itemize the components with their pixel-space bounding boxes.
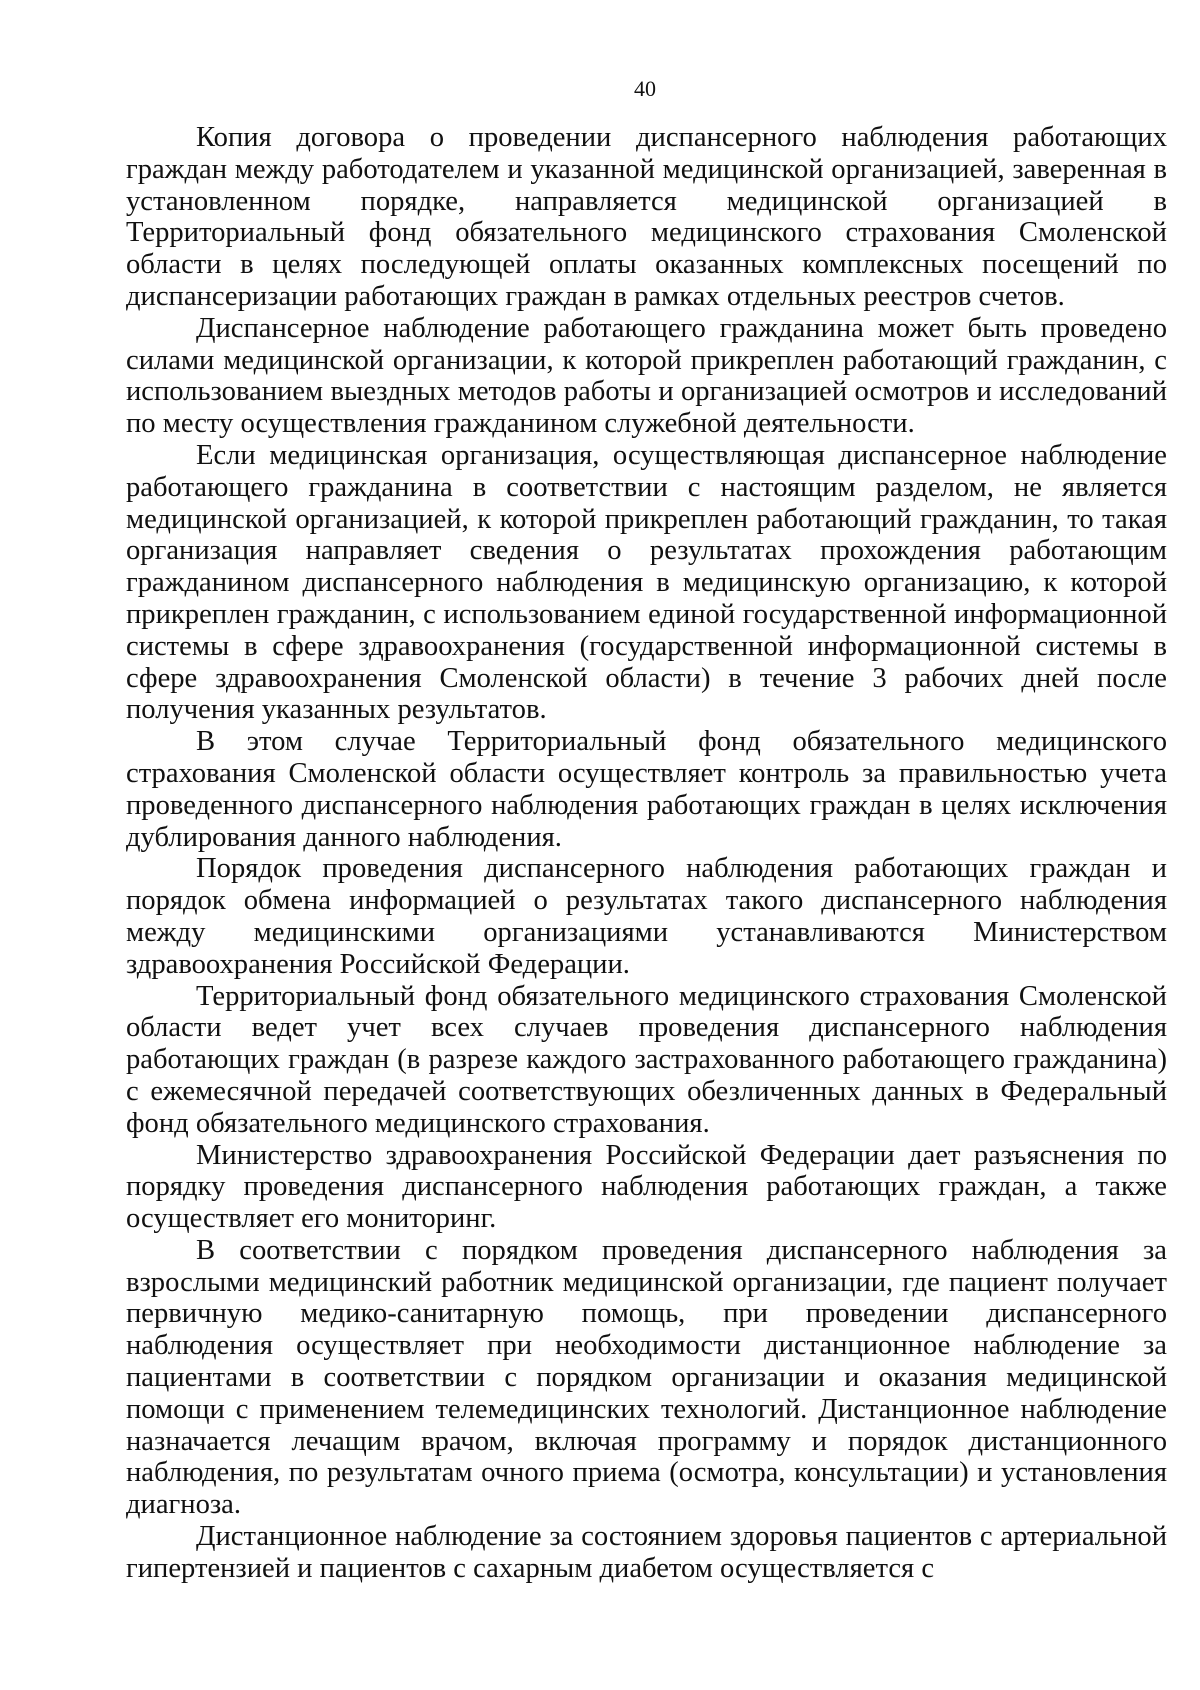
paragraph-onsite-observation: Диспансерное наблюдение работающего гражданина может быть проведено силами медицинской организации, к которой прикреплен работающий гражданин, с использованием выездных методов работы и организацией осмотров и исследований по месту осуществления гражданином служебной деятельности. (126, 312, 1167, 440)
paragraph-contract-copy: Копия договора о проведении диспансерного наблюдения работающих граждан между работодателем и указанной медицинской организацией, заверенная в установленном порядке, направляется медицинской организацией в Территориальный фонд обязательного медицинского страхования Смоленской области в целях последующей оплаты оказанных комплексных посещений по диспансеризации работающих граждан в рамках отдельных реестров счетов. (126, 122, 1167, 312)
page-number: 40 (634, 76, 656, 101)
paragraph-fund-accounting: Территориальный фонд обязательного медицинского страхования Смоленской области ведет учет всех случаев проведения диспансерного наблюдения работающих граждан (в разрезе каждого застрахованного работающего гражданина) с ежемесячной передачей соответствующих обезличенных данных в Федеральный фонд обязательного медицинского страхования. (126, 980, 1167, 1139)
paragraph-procedure-ministry: Порядок проведения диспансерного наблюдения работающих граждан и порядок обмена информацией о результатах такого диспансерного наблюдения между медицинскими организациями устанавливаются Министерством здравоохранения Российской Федерации. (126, 853, 1167, 980)
paragraph-remote-hypertension-diabetes: Дистанционное наблюдение за состоянием здоровья пациентов с артериальной гипертензией и пациентов с сахарным диабетом осуществляется с (126, 1521, 1167, 1584)
paragraph-fund-control: В этом случае Территориальный фонд обязательного медицинского страхования Смоленской области осуществляет контроль за правильностью учета проведенного диспансерного наблюдения работающих граждан в целях исключения дублирования данного наблюдения. (126, 726, 1167, 853)
paragraph-ministry-clarifications: Министерство здравоохранения Российской Федерации дает разъяснения по порядку проведения диспансерного наблюдения работающих граждан, а также осуществляет его мониторинг. (126, 1139, 1167, 1235)
document-body (126, 122, 1167, 1585)
paragraph-remote-observation: В соответствии с порядком проведения диспансерного наблюдения за взрослыми медицинский работник медицинской организации, где пациент получает первичную медико-санитарную помощь, при проведении диспансерного наблюдения осуществляет при необходимости дистанционное наблюдение за пациентами в соответствии с порядком организации и оказания медицинской помощи с применением телемедицинских технологий. Дистанционное наблюдение назначается лечащим врачом, включая программу и порядок дистанционного наблюдения, по результатам очного приема (осмотра, консультации) и установления диагноза. (126, 1234, 1167, 1521)
paragraph-results-transfer: Если медицинская организация, осуществляющая диспансерное наблюдение работающего гражданина в соответствии с настоящим разделом, не является медицинской организацией, к которой прикреплен работающий гражданин, то такая организация направляет сведения о результатах прохождения работающим гражданином диспансерного наблюдения в медицинскую организацию, к которой прикреплен гражданин, с использованием единой государственной информационной системы в сфере здравоохранения (государственной информационной системы в сфере здравоохранения Смоленской области) в течение 3 рабочих дней после получения указанных результатов. (126, 439, 1167, 726)
